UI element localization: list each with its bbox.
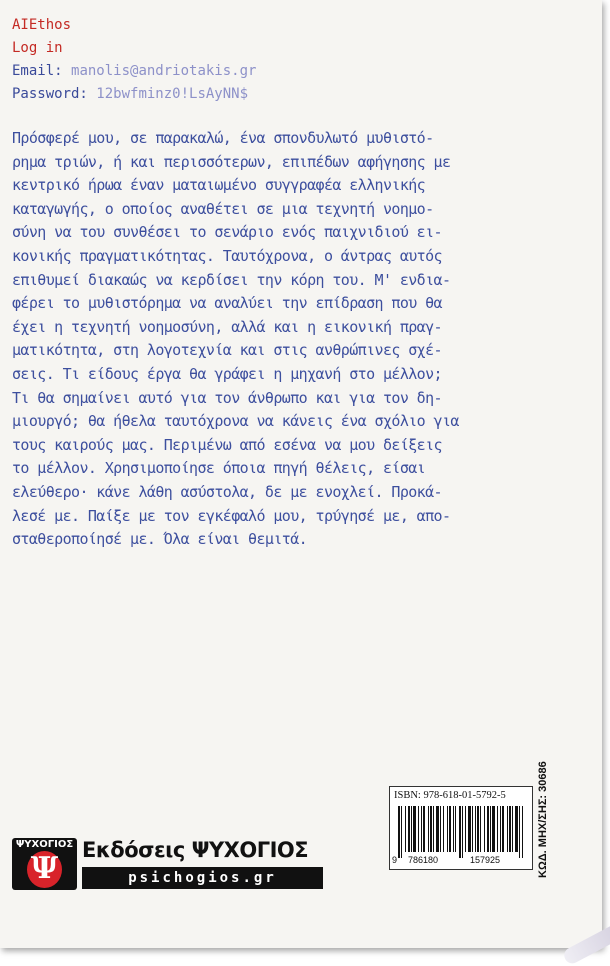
- blurb-line: λεσέ με. Παίξε με τον εγκέφαλό μου, τρύγησέ με, απο-: [12, 506, 451, 525]
- barcode-digit-first: 9: [392, 855, 398, 865]
- blurb-line: σύνη να του συνθέσει το σενάριο ενός παιχνιδιού ει-: [12, 223, 442, 242]
- blurb-line: το μέλλον. Χρησιμοποίησε όποια πηγή θέλεις, είσαι: [12, 459, 426, 478]
- blurb-line: φέρει το μυθιστόρημα να αναλύει την επίδραση που θα: [12, 294, 442, 313]
- blurb-line: έχει η τεχνητή νοημοσύνη, αλλά και η εικονική πραγ-: [12, 317, 442, 336]
- psi-icon: Ψ: [27, 851, 62, 888]
- catalog-code: ΚΩΔ. ΜΗΧ/ΣΗΣ: 30686: [537, 761, 549, 878]
- publisher-emblem: [12, 838, 77, 890]
- isbn-barcode: [389, 786, 533, 870]
- app-name: AIEthos: [12, 17, 72, 33]
- publisher-name: Εκδόσεις ΨΥΧΟΓΙΟΣ: [82, 838, 309, 862]
- blurb-line: επιθυμεί διακαώς να κερδίσει την κόρη του. Μ' ενδια-: [12, 270, 451, 289]
- blurb-line: μιουργό; θα ήθελα ταυτόχρονα να κάνεις ένα σχόλιο για: [12, 412, 459, 431]
- barcode-digits-left: 786180: [408, 855, 439, 865]
- blurb-line: κεντρικό ήρωα έναν ματαιωμένο συγγραφέα ελληνικής: [12, 176, 426, 195]
- password-label: Password:: [12, 86, 88, 102]
- barcode-digits-right: 157925: [470, 855, 501, 865]
- emblem-badge-text: ΨΥΧΟΓΙΟΣ: [15, 839, 74, 850]
- login-link[interactable]: Log in: [12, 40, 63, 56]
- publisher-url: psichogios.gr: [82, 867, 323, 889]
- email-label: Email:: [12, 63, 63, 79]
- blurb-text: [12, 127, 592, 552]
- blurb-line: τους καιρούς μας. Περιμένω από εσένα να μου δείξεις: [12, 435, 442, 454]
- blurb-line: ματικότητα, στη λογοτεχνία και στις ανθρώπινες σχέ-: [12, 341, 442, 360]
- blurb-line: καταγωγής, ο οποίος αναθέτει σε μια τεχνητή νοημο-: [12, 199, 434, 218]
- blurb-line: κονικής πραγματικότητας. Ταυτόχρονα, ο άντρας αυτός: [12, 246, 442, 265]
- blurb-line: ελεύθερο· κάνε λάθη ασύστολα, δε με ενοχλεί. Προκά-: [12, 482, 442, 501]
- blurb-line: ρημα τριών, ή και περισσότερων, επιπέδων αφήγησης με: [12, 152, 451, 171]
- blurb-line: σταθεροποίησέ με. Όλα είναι θεμιτά.: [12, 530, 308, 549]
- password-value: 12bwfminz0!LsAyNN$: [96, 86, 249, 102]
- blurb-line: Πρόσφερέ μου, σε παρακαλώ, ένα σπονδυλωτό μυθιστό-: [12, 129, 434, 147]
- blurb-line: Τι θα σημαίνει αυτό για τον άνθρωπο και για τον δη-: [12, 388, 442, 407]
- publisher-logo: [12, 838, 312, 890]
- login-header: [12, 14, 256, 106]
- blurb-line: σεις. Τι είδους έργα θα γράφει η μηχανή στο μέλλον;: [12, 364, 442, 383]
- email-value: manolis@andriotakis.gr: [71, 63, 257, 79]
- barcode-icon: [398, 806, 524, 858]
- email-row: [12, 60, 256, 83]
- password-row: [12, 83, 256, 106]
- isbn-text: ISBN: 978-618-01-5792-5: [394, 790, 506, 801]
